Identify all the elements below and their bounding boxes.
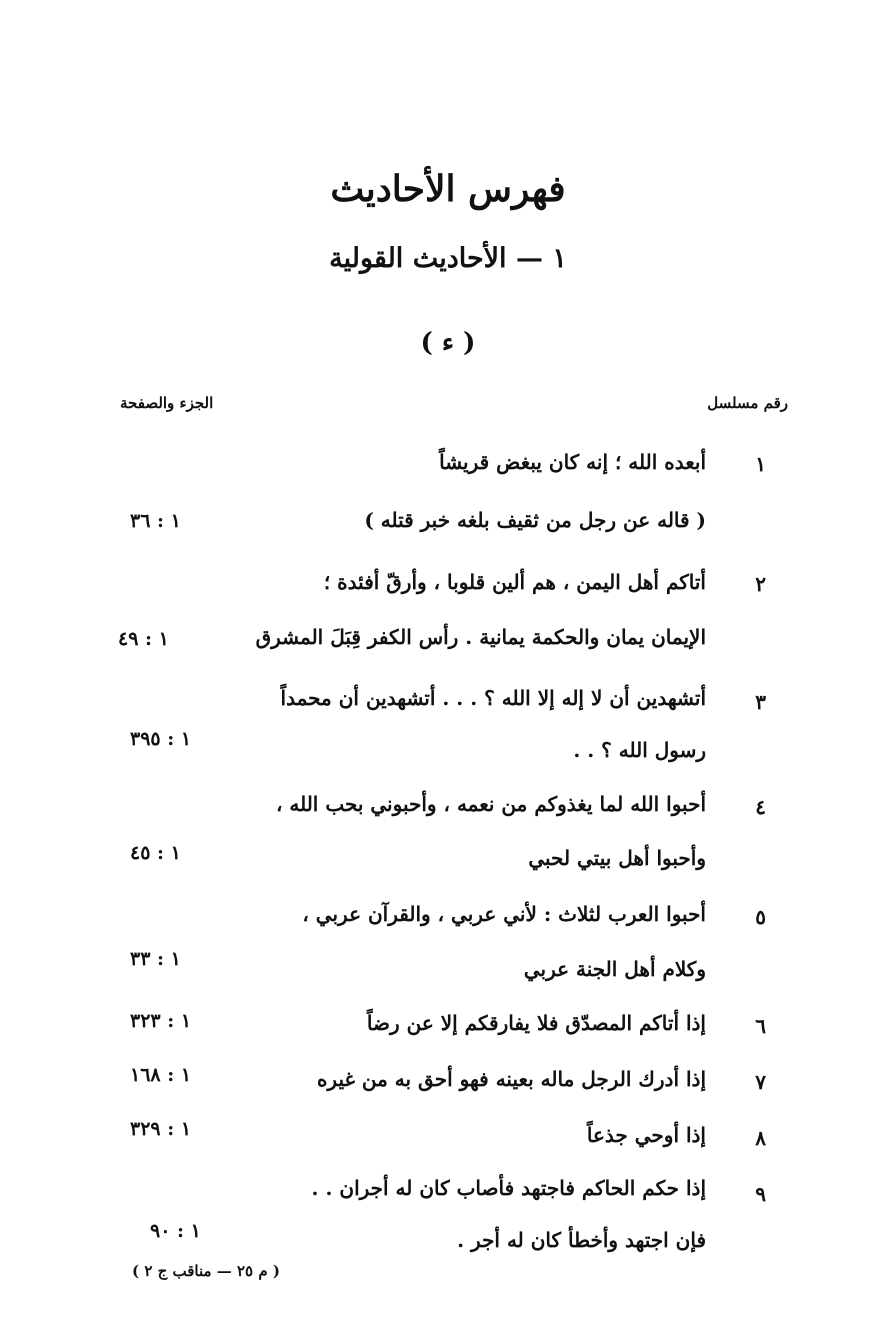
entry-reference: ١ : ١٦٨ [130, 1064, 192, 1086]
entry-reference: ١ : ٣٩٥ [130, 728, 192, 750]
entry-line: أتاكم أهل اليمن ، هم ألين قلوبا ، وأرقّ أفئدة ؛ [323, 570, 706, 594]
serial-column-header: رقم مسلسل [707, 394, 788, 412]
entry-reference: ١ : ٣٢٣ [130, 1010, 192, 1032]
entry-line: إذا أدرك الرجل ماله بعينه فهو أحق به من غيره [316, 1067, 706, 1091]
entry-line: فإن اجتهد وأخطأ كان له أجر . [457, 1228, 706, 1252]
entry-number: ٦ [755, 1014, 766, 1038]
entry-line: وكلام أهل الجنة عربي [523, 957, 706, 981]
section-subtitle: ١ — الأحاديث القولية [329, 243, 567, 274]
entry-number: ١ [755, 452, 766, 476]
entry-line: الإيمان يمان والحكمة يمانية . رأس الكفر قِبَلَ المشرق [255, 625, 706, 649]
entry-number: ٧ [755, 1070, 766, 1094]
entry-number: ٨ [755, 1126, 766, 1150]
page-footer: ( م ٢٥ — مناقب ج ٢ ) [132, 1262, 280, 1280]
entry-line: أتشهدين أن لا إله إلا الله ؟ . . . أتشهدين أن محمداً [280, 686, 706, 710]
entry-reference: ١ : ٤٩ [118, 628, 169, 650]
entry-reference: ١ : ٣٢٩ [130, 1118, 192, 1140]
entry-line: وأحبوا أهل بيتي لحبي [528, 846, 706, 870]
entry-number: ٢ [755, 572, 766, 596]
entry-number: ٩ [755, 1182, 766, 1206]
entry-reference: ١ : ٩٠ [150, 1220, 201, 1242]
entry-line: أحبوا الله لما يغذوكم من نعمه ، وأحبوني بحب الله ، [275, 792, 706, 816]
entry-number: ٥ [755, 905, 766, 929]
entry-reference: ١ : ٣٣ [130, 948, 181, 970]
entry-number: ٤ [755, 795, 766, 819]
entry-line: إذا حكم الحاكم فاجتهد فأصاب كان له أجران . . [311, 1176, 706, 1200]
reference-column-header: الجزء والصفحة [120, 394, 214, 412]
entry-line: رسول الله ؟ . . [573, 738, 706, 762]
entry-number: ٣ [755, 690, 766, 714]
section-letter: ( ء ) [420, 328, 476, 358]
entry-line: ( قاله عن رجل من ثقيف بلغه خبر قتله ) [364, 508, 706, 532]
entry-line: إذا أتاكم المصدّق فلا يفارقكم إلا عن رضاً [366, 1011, 706, 1035]
entry-reference: ١ : ٤٥ [130, 842, 181, 864]
page-title: فهرس الأحاديث [330, 168, 566, 210]
entry-line: إذا أوحي جذعاً [586, 1123, 706, 1147]
entry-line: أحبوا العرب لثلاث : لأني عربي ، والقرآن عربي ، [302, 902, 706, 926]
entry-reference: ١ : ٣٦ [130, 510, 181, 532]
entry-line: أبعده الله ؛ إنه كان يبغض قريشاً [439, 450, 706, 474]
